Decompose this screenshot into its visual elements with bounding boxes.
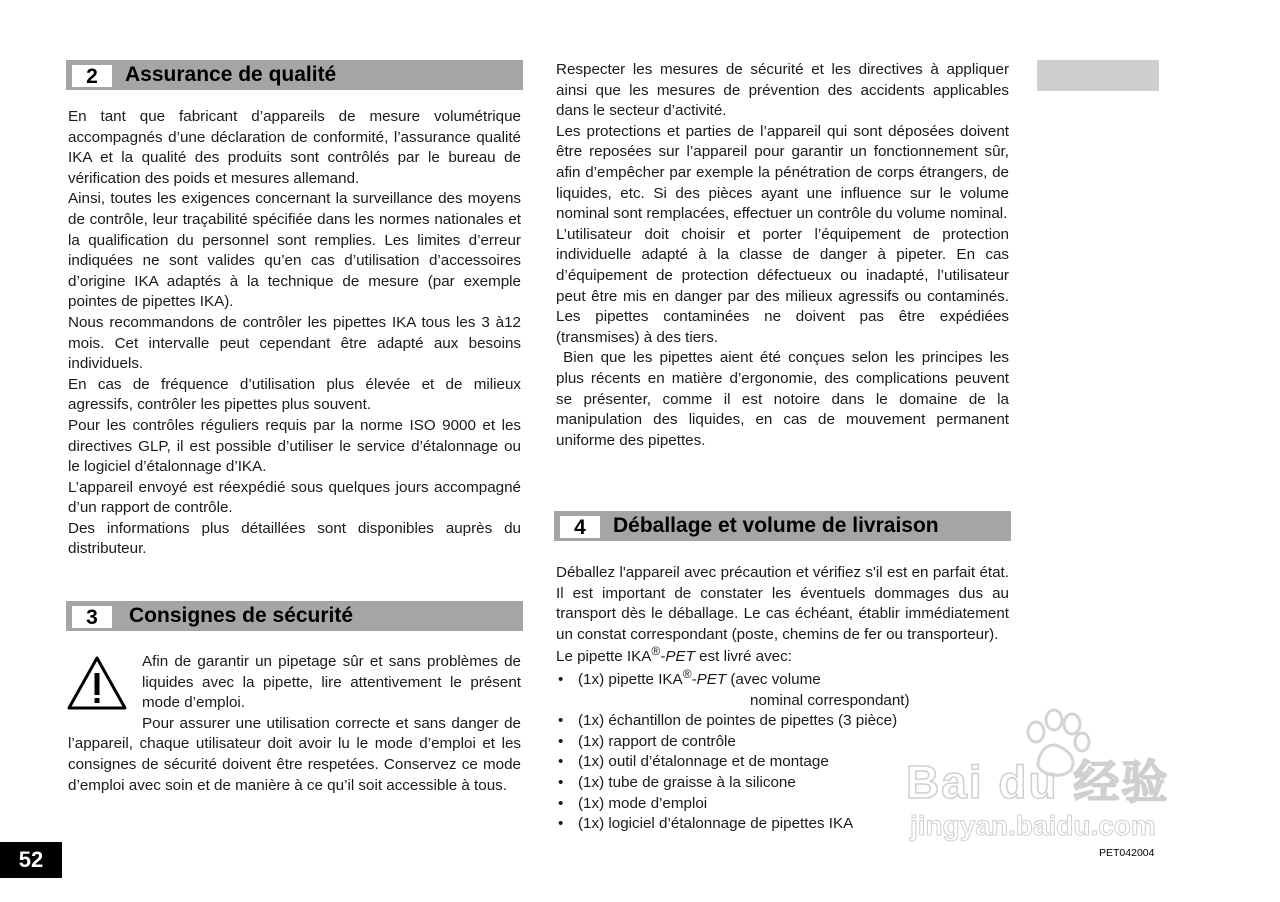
watermark-brand: Bai du 经验 — [906, 756, 1170, 808]
paragraph: Pour les contrôles réguliers requis par la norme ISO 9000 et les directives GLP, il est possible d’utiliser le service d’étalonnage ou le logiciel d’étalonnage d’IKA. — [68, 416, 521, 476]
paragraph: En cas de fréquence d’utilisation plus élevée et de milieux agressifs, contrôler les pipettes plus souvent. — [68, 375, 521, 414]
section-2-title: Assurance de qualité — [125, 63, 337, 86]
product-name: -PET — [660, 648, 695, 666]
section-4-number: 4 — [560, 516, 600, 538]
paragraph: Les protections et parties de l’appareil qui sont déposées doivent être reposées sur l’appareil pour garantir un fonctionnement sûr, afin d’empêcher par exemple la pénétration de corps étrangers, de liquides, etc. Si des pièces ayant une influence sur le volume nominal sont remplacées, effectuer un contrôle du volume nominal. — [556, 122, 1009, 223]
list-item: • (1x) mode d’emploi — [556, 794, 1009, 815]
paragraph: Respecter les mesures de sécurité et les directives à appliquer ainsi que les mesures de prévention des accidents applicables dans le secteur d’activité. — [556, 61, 1009, 120]
text: est livré avec: — [694, 648, 792, 666]
delivery-line — [556, 644, 1009, 668]
section-3-header — [66, 601, 523, 631]
list-item: • (1x) échantillon de pointes de pipettes (3 pièce) — [556, 711, 1009, 732]
section-4-body — [556, 563, 1009, 835]
text: nominal correspondant) — [750, 691, 910, 709]
paragraph: Bien que les pipettes aient été conçues selon les principes les plus récents en matière d’ergonomie, des complications peuvent se présenter, comme il est notoire dans le domaine de la manipulation des liquides, en cas de mouvement permanent uniforme des pipettes. — [556, 349, 1014, 449]
section-4-header — [554, 511, 1011, 541]
paragraph: En tant que fabricant d’appareils de mesure volumétrique accompagnés d’une déclaration de conformité, l’assurance qualité IKA et la qualité des produits sont contrôlés par le bureau de vérification des poids et mesures allemand. — [68, 108, 521, 187]
section-3-body — [68, 652, 521, 796]
paragraph: Nous recommandons de contrôler les pipettes IKA tous les 3 à12 mois. Cet intervalle peut cependant être adapté aux besoins individuels. — [68, 313, 521, 373]
paragraph: Déballez l'appareil avec précaution et vérifiez s'il est en parfait état. Il est important de constater les éventuels dommages dus au transport dès le déballage. Le cas échéant, établir immédiatement un constat correspondant (poste, chemins de fer ou transporteur). — [556, 564, 1009, 643]
right-column-body — [556, 60, 1014, 451]
list-item: • (1x) outil d’étalonnage et de montage — [556, 752, 1009, 773]
product-name: -PET — [691, 670, 727, 688]
list-item: • (1x) logiciel d’étalonnage de pipettes IKA — [556, 814, 1009, 835]
section-4-title: Déballage et volume de livraison — [613, 514, 939, 537]
paragraph: Afin de garantir un pipetage sûr et sans problèmes de liquides avec la pipette, lire attentivement le présent mode d’emploi. — [142, 653, 521, 712]
list-item — [556, 666, 1009, 711]
section-2-body — [68, 107, 521, 560]
watermark-url: jingyan.baidu.com — [910, 810, 1156, 841]
list-item: • (1x) tube de graisse à la silicone — [556, 773, 1009, 794]
paragraph: Des informations plus détaillées sont disponibles auprès du distributeur. — [68, 519, 521, 558]
page-tab-marker — [1037, 60, 1159, 91]
text: (avec volume — [726, 670, 821, 688]
text: Le pipette IKA — [556, 648, 652, 666]
text: (1x) pipette IKA — [578, 670, 683, 688]
list-item: • (1x) rapport de contrôle — [556, 732, 1009, 753]
section-3-title: Consignes de sécurité — [129, 604, 354, 627]
section-2-number: 2 — [72, 65, 112, 87]
document-code: PET042004 — [1099, 847, 1155, 859]
section-3-number: 3 — [72, 606, 112, 628]
paragraph: L’utilisateur doit choisir et porter l’équipement de protection individuelle adapté à la classe de danger à pipeter. En cas d’équipement de protection défectueux ou inadapté, l’utilisateur peut être mis en danger par des milieux agressifs ou contaminés. Les pipettes contaminées ne doivent pas être expédiées (transmises) à des tiers. — [556, 225, 1009, 346]
page-number: 52 — [0, 842, 62, 878]
paragraph: Pour assurer une utilisation correcte et sans danger de l’appareil, chaque utilisateur doit avoir lu le mode d’emploi et les consignes de sécurité doivent être respetées. Conservez ce mode d’emploi avec soin et de manière à ce qu’il soit accessible à tous. — [68, 714, 521, 794]
paragraph: Ainsi, toutes les exigences concernant la surveillance des moyens de contrôle, leur traçabilité spécifiée dans les normes nationales et la qualification du personnel sont remplies. Les limites d’erreur indiquées ne sont valides qu’en cas d’utilisation d’accessoires d’origine IKA adaptés à la technique de mesure (par exemple pointes de pipettes IKA). — [68, 190, 521, 311]
delivery-list — [556, 666, 1009, 835]
registered-mark: ® — [651, 644, 661, 659]
registered-mark: ® — [682, 666, 692, 681]
paw-logo-icon — [1016, 706, 1096, 782]
paragraph: L’appareil envoyé est réexpédié sous quelques jours accompagné d’un rapport de contrôle. — [68, 478, 521, 517]
section-2-header — [66, 60, 523, 90]
